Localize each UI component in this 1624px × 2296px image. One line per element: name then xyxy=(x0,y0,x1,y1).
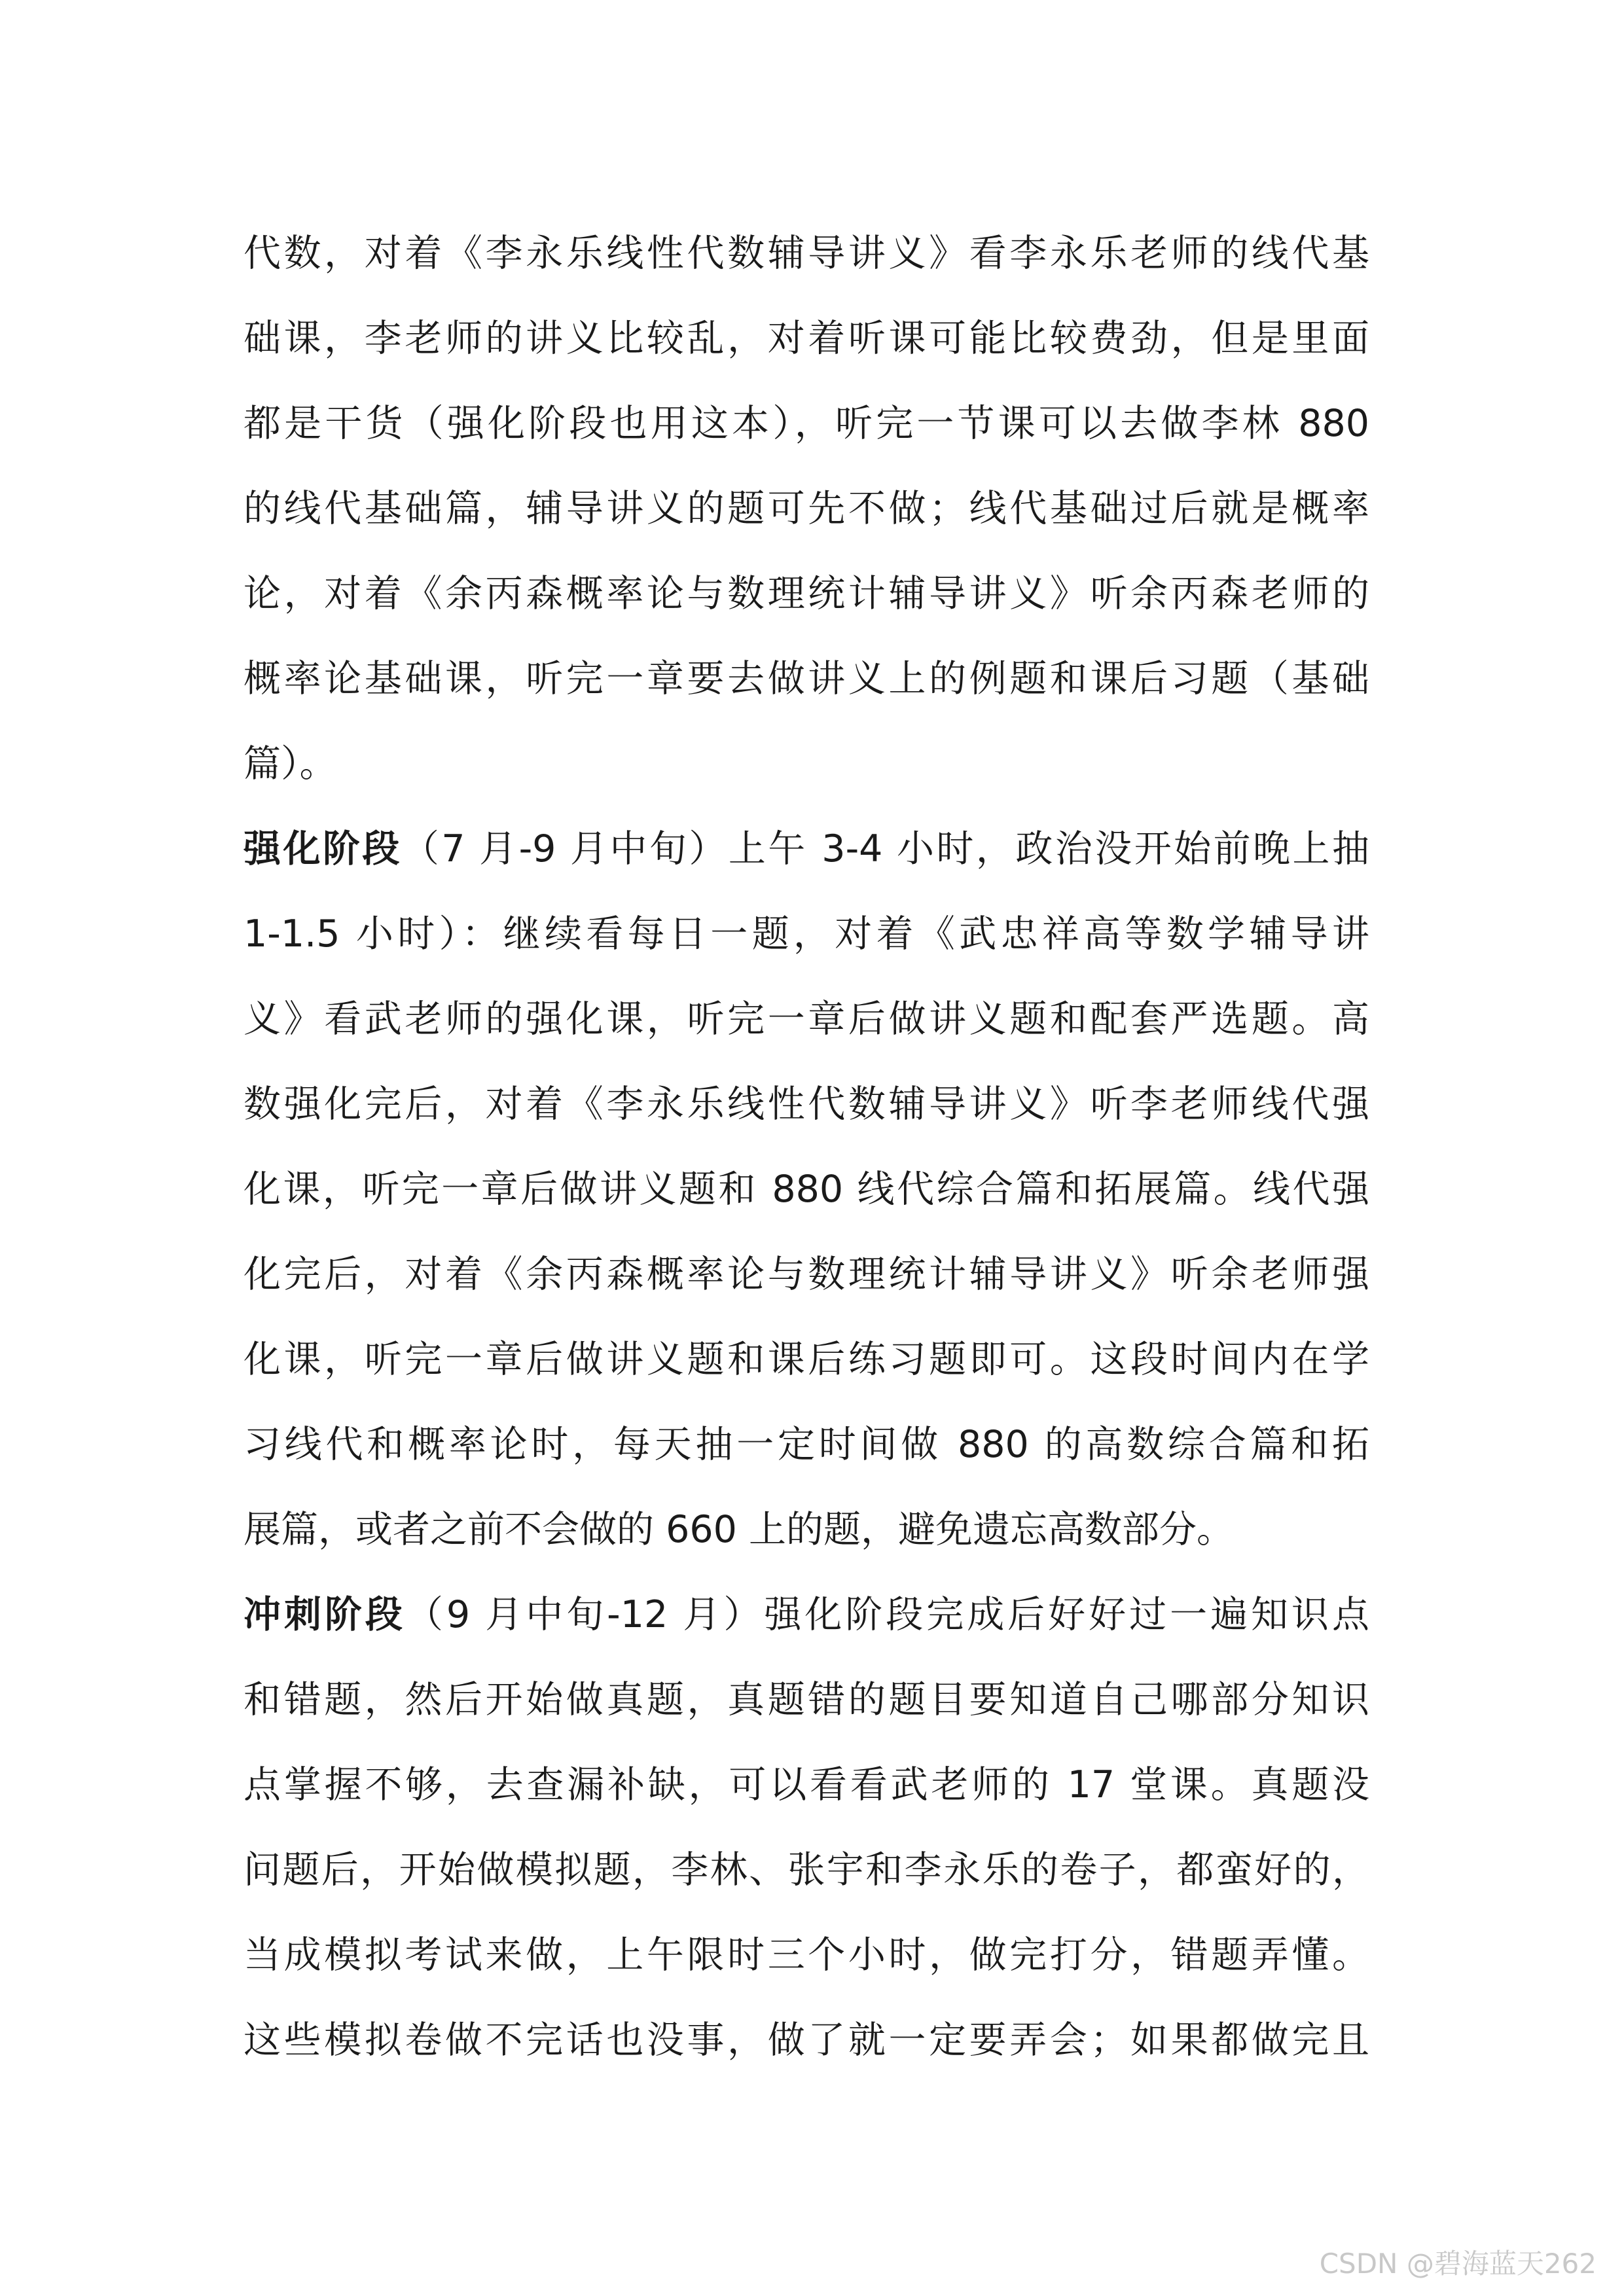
text-line: 化课，听完一章后做讲义题和课后练习题即可。这段时间内在学 xyxy=(244,1338,1369,1381)
paragraph-sprint-stage xyxy=(244,1572,1369,2083)
text-line: 这些模拟卷做不完话也没事，做了就一定要弄会；如果都做完且 xyxy=(244,2018,1369,2062)
text-line: 义》看武老师的强化课，听完一章后做讲义题和配套严选题。高 xyxy=(244,997,1369,1041)
text-line: 问题后，开始做模拟题，李林、张宇和李永乐的卷子，都蛮好的， xyxy=(244,1848,1369,1892)
heading-line-rest: （7 月-9 月中旬）上午 3-4 小时，政治没开始前晚上抽 xyxy=(401,827,1369,870)
section-heading-intensive: 强化阶段 xyxy=(244,827,402,870)
text-line: 化完后，对着《余丙森概率论与数理统计辅导讲义》听余老师强 xyxy=(244,1253,1369,1296)
text-line: 篇）。 xyxy=(244,742,337,785)
heading-line-rest: （9 月中旬-12 月）强化阶段完成后好好过一遍知识点 xyxy=(405,1593,1369,1636)
text-line: 点掌握不够，去查漏补缺，可以看看武老师的 17 堂课。真题没 xyxy=(244,1763,1369,1806)
text-line xyxy=(244,1572,1369,1657)
text-line xyxy=(244,806,1369,891)
text-line: 1-1.5 小时）：继续看每日一题，对着《武忠祥高等数学辅导讲 xyxy=(244,912,1369,956)
text-line: 当成模拟考试来做，上午限时三个小时，做完打分，错题弄懂。 xyxy=(244,1933,1369,1977)
section-heading-sprint: 冲刺阶段 xyxy=(244,1593,406,1636)
text-line: 论，对着《余丙森概率论与数理统计辅导讲义》听余丙森老师的 xyxy=(244,572,1369,615)
text-line: 数强化完后，对着《李永乐线性代数辅导讲义》听李老师线代强 xyxy=(244,1083,1369,1126)
text-line: 础课，李老师的讲义比较乱，对着听课可能比较费劲，但是里面 xyxy=(244,317,1369,360)
text-line: 都是干货（强化阶段也用这本），听完一节课可以去做李林 880 xyxy=(244,402,1369,445)
text-line: 代数，对着《李永乐线性代数辅导讲义》看李永乐老师的线代基 xyxy=(244,232,1369,275)
text-line: 和错题，然后开始做真题，真题错的题目要知道自己哪部分知识 xyxy=(244,1678,1369,1721)
text-line: 概率论基础课，听完一章要去做讲义上的例题和课后习题（基础 xyxy=(244,657,1369,700)
paragraph-intensive-stage xyxy=(244,806,1369,1572)
text-line: 习线代和概率论时，每天抽一定时间做 880 的高数综合篇和拓 xyxy=(244,1423,1369,1466)
csdn-watermark: CSDN @碧海蓝天262 xyxy=(1319,2248,1597,2280)
paragraph-basic-stage-continued xyxy=(244,211,1369,806)
text-line: 的线代基础篇，辅导讲义的题可先不做；线代基础过后就是概率 xyxy=(244,487,1369,530)
text-line: 化课，听完一章后做讲义题和 880 线代综合篇和拓展篇。线代强 xyxy=(244,1168,1369,1211)
text-line: 展篇，或者之前不会做的 660 上的题，避免遗忘高数部分。 xyxy=(244,1508,1235,1551)
document-body xyxy=(244,211,1369,2083)
